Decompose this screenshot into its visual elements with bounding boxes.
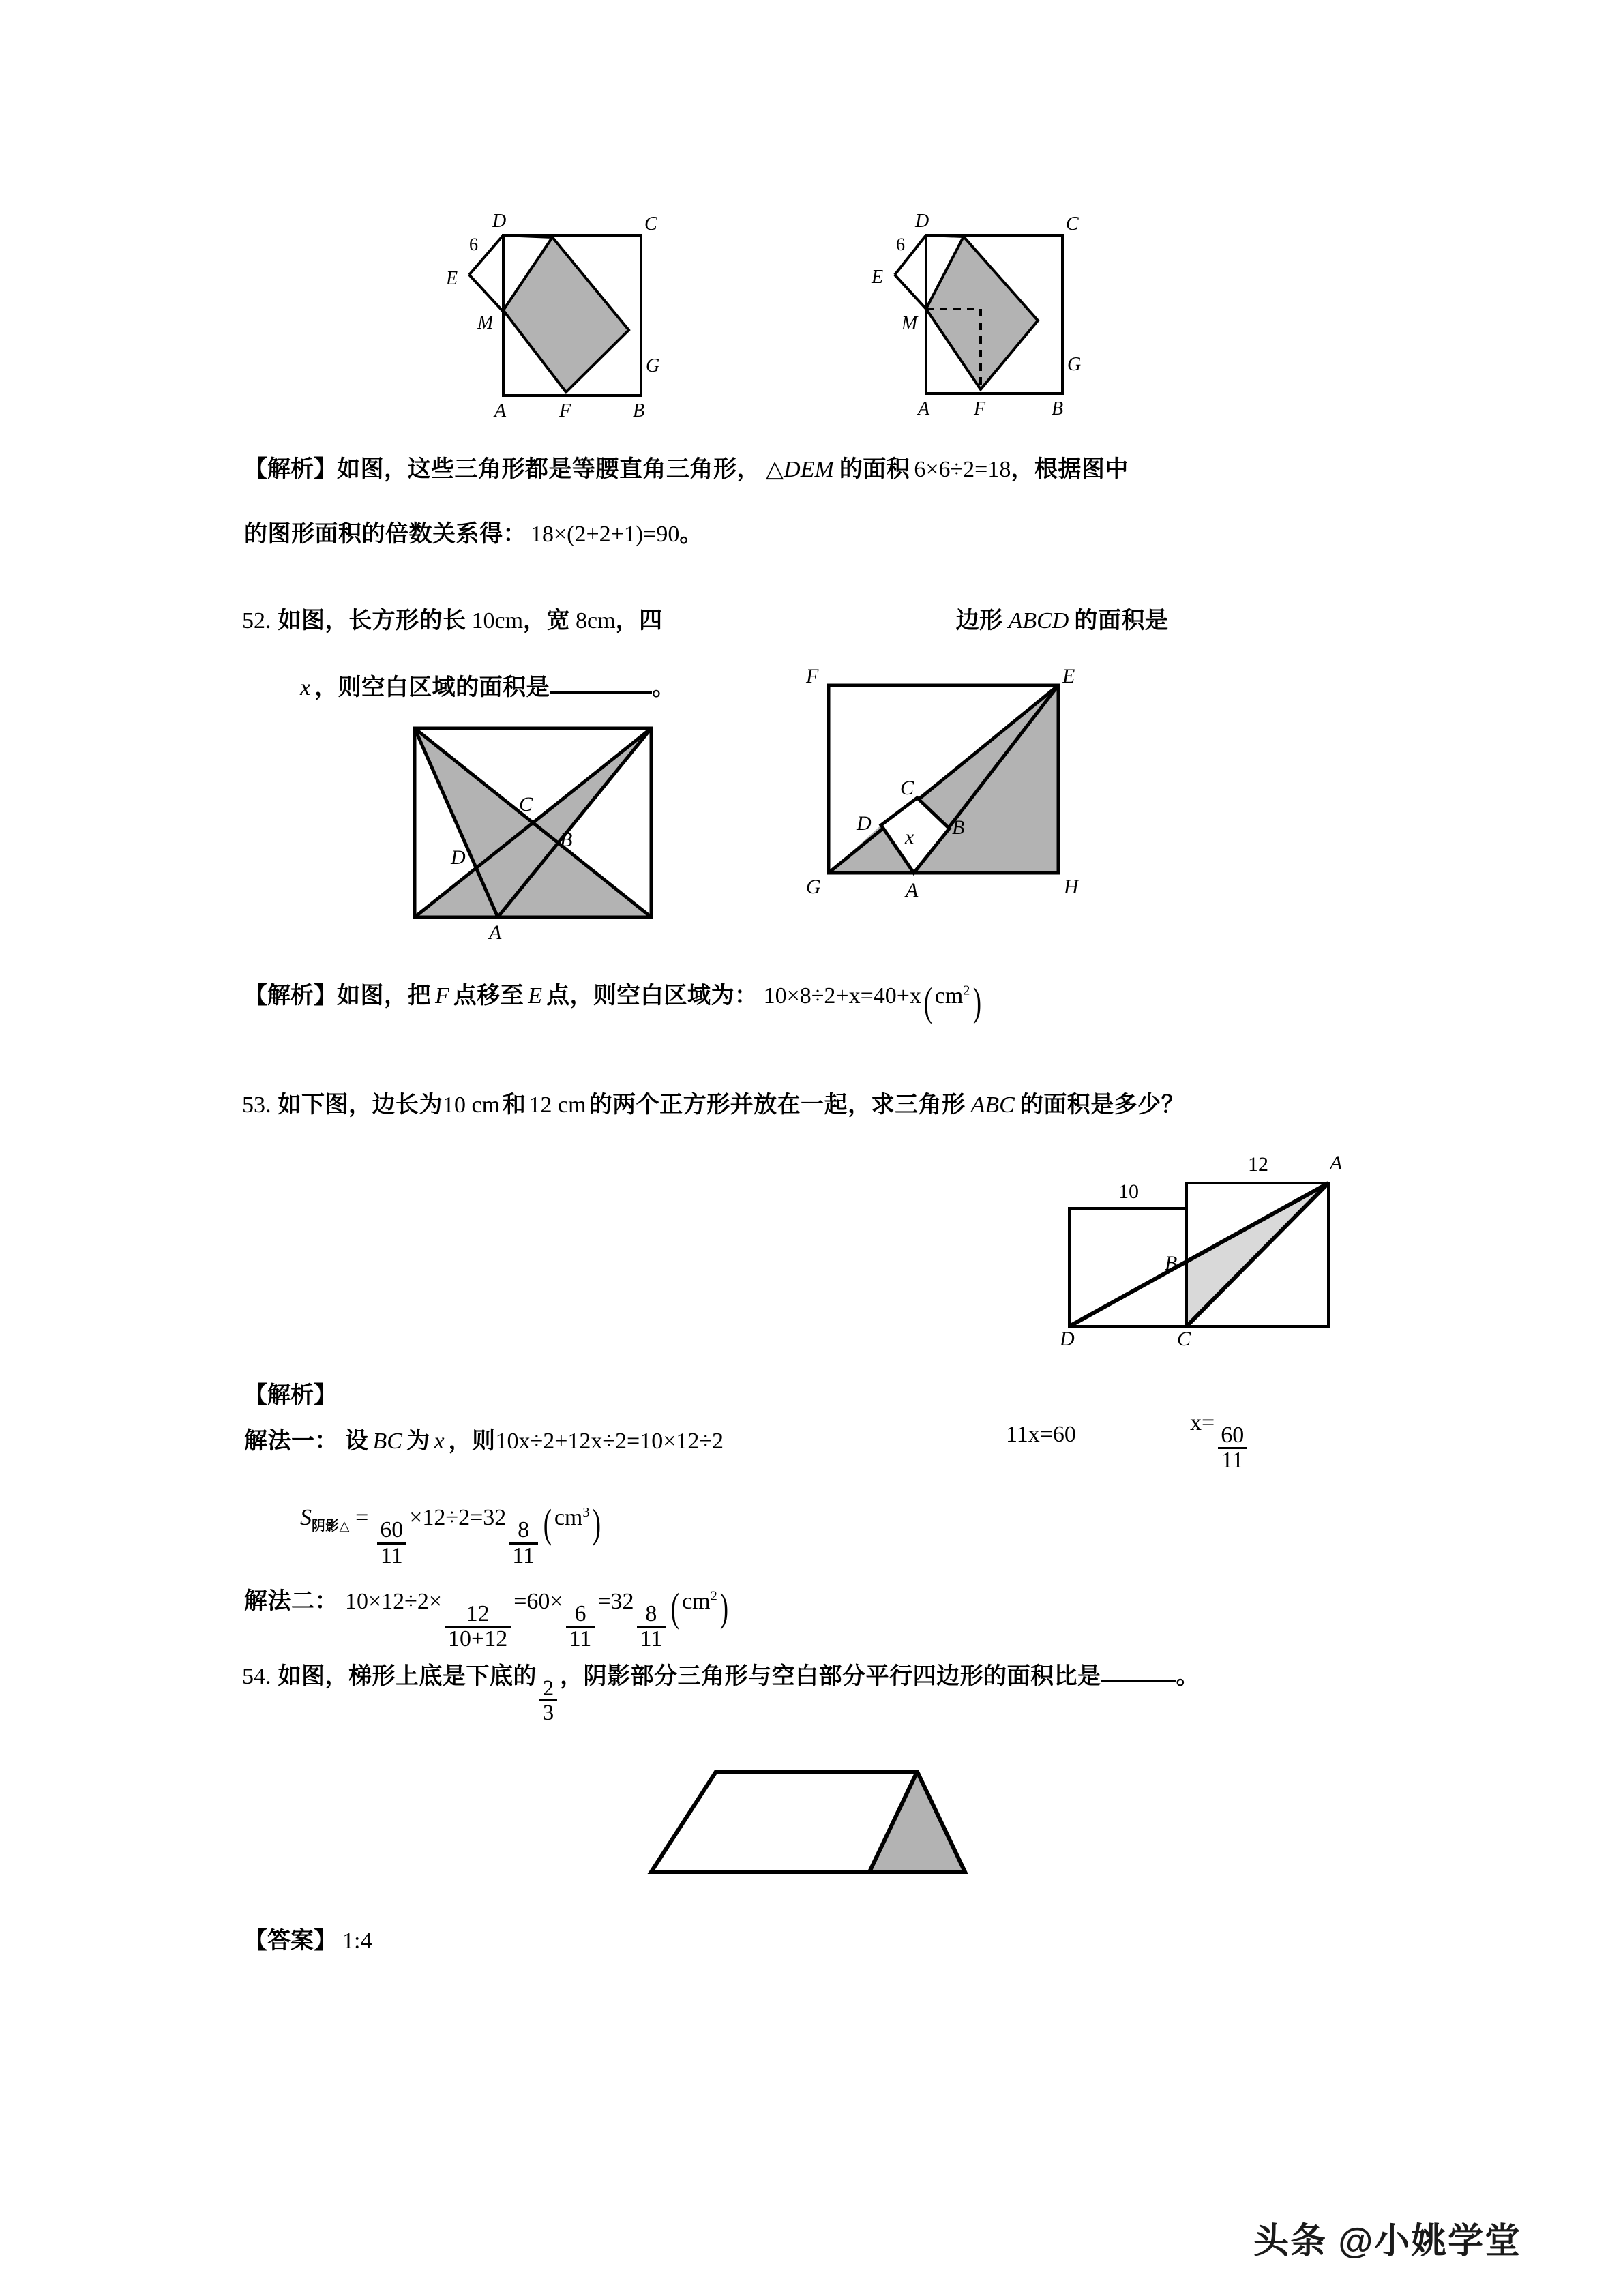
answer-value-54: 1:4	[342, 1928, 372, 1954]
solution-52-text-b: 点移至	[453, 983, 524, 1009]
problem-52-width: 8cm	[576, 608, 616, 633]
answer-tag-54: 【答案】	[244, 1928, 337, 1954]
problem-54-answer	[244, 1922, 372, 1955]
figure-51-right-label-A: A	[918, 398, 930, 419]
figure-52-left-label-A: A	[489, 921, 502, 944]
problem-51-solution-line-2	[244, 515, 703, 548]
method-2-unit: cm	[682, 1589, 711, 1614]
method-2-fraction-6-11	[566, 1602, 595, 1652]
method-2-text-a: 10×12÷2×	[345, 1589, 443, 1614]
problem-52-text-a: 如图，长方形的长	[278, 608, 466, 633]
s-equals: =	[355, 1505, 369, 1531]
figure-51-right-label-G: G	[1067, 354, 1082, 375]
figure-52-left-label-B: B	[560, 829, 573, 851]
solution-51-text-b: 的面积	[839, 456, 910, 482]
method-2-fraction-8-11	[637, 1602, 666, 1652]
solution-51-calc-2: 18×(2+2+1)=90	[531, 522, 680, 547]
solution-tag-52: 【解析】	[244, 983, 337, 1009]
figure-51-left-label-G: G	[646, 355, 660, 376]
triangle-symbol-51: △	[766, 457, 784, 482]
fraction-denominator: 10+12	[445, 1626, 511, 1652]
solution-52-point-e: E	[528, 983, 543, 1009]
problem-53-len2: 12 cm	[528, 1092, 586, 1118]
fraction-denominator: 11	[637, 1626, 666, 1652]
figure-51-left-label-C: C	[644, 213, 657, 235]
problem-53-text-d: 的面积是多少？	[1019, 1092, 1185, 1118]
solution-52-unit: cm	[934, 983, 964, 1009]
problem-53-number: 53.	[242, 1092, 271, 1118]
solution-52-point-f: F	[435, 983, 449, 1009]
problem-52-solution	[244, 976, 983, 1026]
solution-52-unit-exp: 2	[963, 983, 970, 998]
figure-53-label-10: 10	[1118, 1180, 1139, 1203]
problem-52-line2-text: ，则空白区域的面积是	[314, 674, 550, 700]
fraction-numerator: 60	[1221, 1422, 1245, 1448]
s-subscript: 阴影△	[312, 1518, 351, 1534]
problem-53-triangle-name: ABC	[970, 1092, 1015, 1118]
problem-54-statement	[242, 1657, 1200, 1724]
problem-52-length: 10cm	[471, 608, 524, 633]
problem-52-text-b: ，宽	[523, 608, 571, 633]
close-paren-53b: )	[719, 1584, 728, 1630]
figure-52-right-label-B: B	[952, 816, 965, 839]
s-fraction-8-11	[509, 1519, 538, 1568]
fraction-denominator: 11	[509, 1542, 538, 1568]
problem-52-line2-end: 。	[652, 674, 676, 700]
s-symbol: S	[300, 1505, 312, 1531]
solution-52-calc: 10×8÷2+x=40+x	[763, 983, 921, 1009]
figure-51-right-label-6: 6	[896, 235, 905, 254]
figure-53-label-D: D	[1060, 1328, 1075, 1347]
problem-53-method-1-eq3	[1190, 1410, 1250, 1473]
problem-54-fraction-2-3	[539, 1677, 557, 1724]
solution-tag-53: 【解析】	[244, 1382, 337, 1408]
problem-52-blank[interactable]	[550, 691, 652, 694]
method-1-text-c: ，则	[448, 1428, 496, 1454]
problem-53-solution-tag	[244, 1376, 337, 1410]
figure-52-right-label-x: x	[905, 826, 914, 848]
fraction-denominator: 3	[539, 1699, 557, 1724]
figure-52-right-label-H: H	[1064, 876, 1079, 898]
problem-51-solution-line-1	[244, 450, 1129, 483]
dem-label-51: DEM	[784, 457, 834, 482]
close-paren-53a: )	[592, 1501, 601, 1546]
figure-53-label-A: A	[1330, 1152, 1343, 1174]
solution-51-text-c: ，根据图中	[1011, 456, 1129, 482]
problem-54-text-b: ，阴影部分三角形与空白部分平行四边形的面积比是	[560, 1663, 1101, 1689]
fraction-denominator: 11	[566, 1626, 595, 1652]
method-1-fraction-60-11	[1217, 1424, 1247, 1473]
figure-53-label-C: C	[1177, 1328, 1191, 1347]
figure-52-left-label-D: D	[451, 846, 466, 869]
problem-52-number: 52.	[242, 608, 271, 633]
fraction-numerator: 6	[574, 1600, 586, 1626]
method-2-label: 解法二：	[244, 1588, 338, 1614]
method-2-text-c: =32	[597, 1589, 634, 1614]
problem-53-text-b: 和	[503, 1092, 526, 1118]
figure-52-right-label-G: G	[806, 876, 821, 898]
s-middle-expression: ×12÷2=32	[409, 1505, 507, 1531]
problem-54-blank[interactable]	[1101, 1680, 1176, 1682]
problem-53-shaded-area-formula	[300, 1500, 603, 1568]
figure-53	[1030, 1142, 1343, 1347]
method-1-text-a: 设	[345, 1428, 369, 1454]
solution-51-calc-1: 6×6÷2=18	[914, 457, 1011, 482]
problem-52-text-e: 的面积是	[1074, 608, 1169, 633]
method-1-equation: 10x÷2+12x÷2=10×12÷2	[495, 1429, 724, 1454]
s-unit: cm	[554, 1505, 583, 1531]
method-1-text-b: 为	[406, 1428, 430, 1454]
figure-51-left-label-M: M	[477, 312, 494, 333]
figure-53-label-12: 12	[1248, 1153, 1268, 1176]
figure-51-right-label-E: E	[872, 267, 884, 288]
problem-53-text-a: 如下图，边长为	[278, 1092, 443, 1118]
figure-51-right-label-D: D	[915, 211, 929, 232]
method-2-fraction-12-22	[445, 1602, 511, 1652]
problem-52-x: x	[300, 675, 311, 700]
method-1-bc: BC	[372, 1429, 402, 1454]
fraction-numerator: 2	[543, 1675, 554, 1700]
watermark-toutiao: 头条 @小姚学堂	[1253, 2222, 1522, 2261]
problem-53-statement	[242, 1086, 1185, 1119]
method-1-equation-2: 11x=60	[1006, 1422, 1076, 1447]
fraction-numerator: 60	[380, 1517, 404, 1542]
fraction-numerator: 8	[518, 1517, 530, 1542]
problem-53-len1: 10 cm	[443, 1092, 501, 1118]
s-fraction-60-11	[376, 1519, 406, 1568]
method-1-label: 解法一：	[244, 1428, 338, 1454]
figure-52-right-label-F: F	[806, 665, 819, 687]
method-2-unit-exp: 2	[710, 1588, 717, 1604]
problem-54-text-c: 。	[1176, 1663, 1200, 1689]
fraction-denominator: 11	[377, 1542, 406, 1568]
figure-53-label-B: B	[1165, 1252, 1178, 1274]
solution-tag-51: 【解析】	[244, 456, 337, 482]
problem-53-text-c: 的两个正方形并放在一起，求三角形	[589, 1092, 966, 1118]
problem-52-statement-line-2	[300, 668, 676, 702]
figure-52-right	[791, 658, 1105, 904]
figure-51-left-label-F: F	[559, 400, 571, 419]
solution-52-text-c: 点，则空白区域为：	[546, 983, 758, 1009]
figure-51-left-label-B: B	[633, 400, 645, 419]
solution-51-text-a: 如图，这些三角形都是等腰直角三角形，	[337, 456, 760, 482]
open-paren-53b: (	[671, 1584, 680, 1630]
method-2-text-b: =60×	[513, 1589, 563, 1614]
figure-52-right-label-C: C	[900, 777, 914, 799]
figure-51-right-label-C: C	[1066, 213, 1079, 235]
s-unit-exp: 3	[582, 1504, 590, 1520]
figure-52-right-label-E: E	[1062, 665, 1075, 687]
problem-54-text-a: 如图，梯形上底是下底的	[278, 1663, 537, 1689]
fraction-numerator: 12	[466, 1600, 490, 1626]
figure-51-left	[436, 194, 723, 419]
problem-53-method-1	[244, 1422, 724, 1455]
open-paren-53a: (	[543, 1501, 552, 1546]
figure-54	[644, 1759, 979, 1903]
figure-51-right	[866, 194, 1139, 419]
method-1-x: x	[434, 1429, 445, 1454]
close-paren-52: )	[972, 979, 981, 1024]
figure-51-left-label-D: D	[492, 211, 507, 232]
problem-54-number: 54.	[242, 1664, 271, 1689]
fraction-denominator: 11	[1218, 1447, 1247, 1473]
figure-52-right-label-A: A	[906, 879, 919, 901]
figure-51-left-label-A: A	[494, 400, 507, 419]
problem-52-text-d: 边形	[955, 608, 1003, 633]
problem-53-method-2	[244, 1582, 731, 1652]
figure-51-left-label-6: 6	[469, 235, 478, 254]
solution-52-text-a: 如图，把	[337, 983, 431, 1009]
figure-51-left-label-E: E	[446, 268, 458, 289]
solution-51-line2-a: 的图形面积的倍数关系得：	[244, 521, 526, 547]
fraction-numerator: 8	[645, 1600, 657, 1626]
open-paren-52: (	[923, 979, 932, 1024]
figure-51-right-label-F: F	[974, 398, 986, 419]
problem-52-quad-name: ABCD	[1008, 608, 1069, 633]
figure-51-right-label-M: M	[902, 313, 918, 334]
solution-51-line2-end: 。	[679, 521, 703, 547]
figure-52-right-label-D: D	[857, 812, 872, 835]
problem-53-method-1-eq2	[1006, 1422, 1076, 1448]
problem-52-statement-line-1	[242, 601, 1168, 635]
figure-51-right-label-B: B	[1052, 398, 1064, 419]
figure-52-left-label-C: C	[519, 793, 533, 816]
problem-52-text-c: ，四	[615, 608, 663, 633]
method-1-equation-3-lhs: x=	[1190, 1410, 1215, 1435]
figure-52-left	[385, 719, 692, 944]
